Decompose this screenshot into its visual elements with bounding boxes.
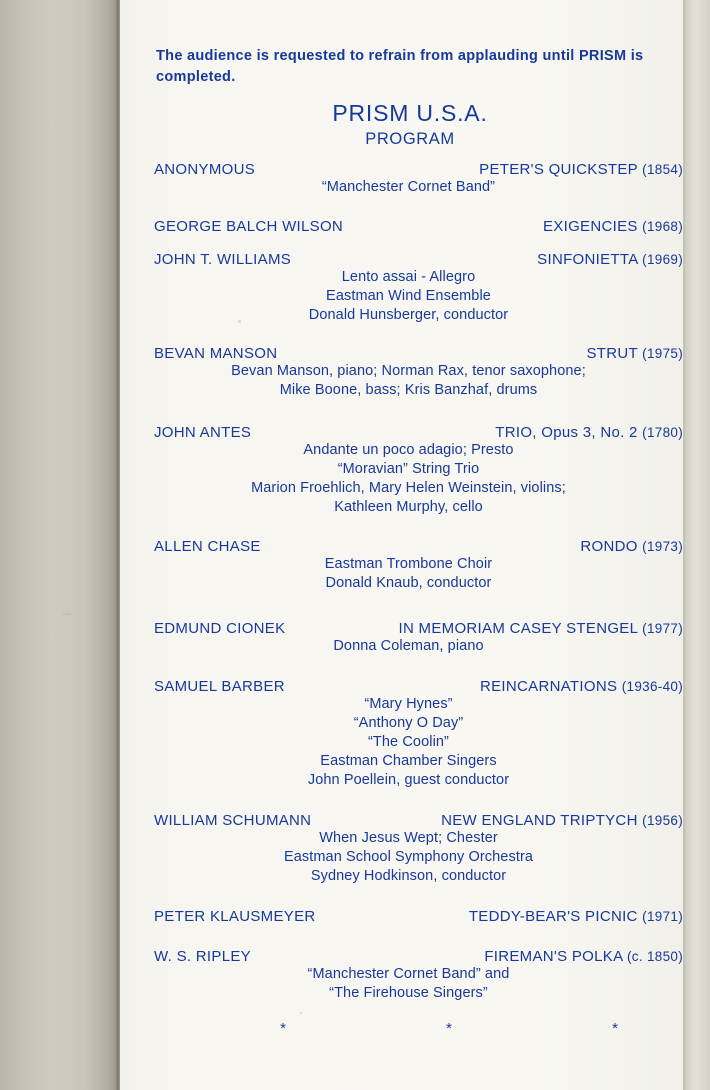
entry-composer: BEVAN MANSON bbox=[154, 345, 278, 362]
entry-detail: Eastman Chamber Singers bbox=[320, 753, 497, 769]
entry-composer: W. S. RIPLEY bbox=[154, 948, 251, 965]
entry-composer: JOHN T. WILLIAMS bbox=[154, 251, 292, 268]
entry-composer: PETER KLAUSMEYER bbox=[154, 908, 316, 925]
program-entry bbox=[140, 218, 683, 235]
entry-work: FIREMAN'S POLKA bbox=[484, 948, 623, 965]
entry-year: (1971) bbox=[642, 909, 683, 924]
program-entry bbox=[140, 678, 683, 790]
entry-composer: WILLIAM SCHUMANN bbox=[154, 812, 312, 829]
program-entry bbox=[140, 161, 683, 197]
entry-composer: JOHN ANTES bbox=[154, 424, 252, 441]
applause-notice: The audience is requested to refrain from applauding until PRISM is completed. bbox=[156, 48, 644, 85]
entry-year: (1780) bbox=[642, 425, 683, 440]
program-entry bbox=[140, 538, 683, 593]
entry-work: RONDO bbox=[580, 538, 638, 555]
entry-detail: Kathleen Murphy, cello bbox=[334, 499, 483, 515]
paper-speck bbox=[62, 613, 71, 615]
entry-detail: “The Firehouse Singers” bbox=[329, 985, 488, 1001]
entry-detail: Eastman School Symphony Orchestra bbox=[283, 849, 534, 865]
book-gutter-left bbox=[0, 0, 118, 1090]
entry-year: (c. 1850) bbox=[627, 949, 683, 964]
program-entry bbox=[140, 251, 683, 325]
entry-year: (1969) bbox=[642, 252, 683, 267]
program-entry bbox=[140, 424, 683, 517]
entry-detail: Lento assai - Allegro bbox=[341, 269, 476, 285]
entry-detail: “Mary Hynes” bbox=[364, 696, 453, 712]
entry-year: (1968) bbox=[642, 219, 683, 234]
program-entry bbox=[140, 345, 683, 400]
entry-work: SINFONIETTA bbox=[537, 251, 638, 268]
page-title: PRISM U.S.A. bbox=[332, 100, 488, 126]
entry-work: NEW ENGLAND TRIPTYCH bbox=[441, 812, 638, 829]
program-entry bbox=[140, 908, 683, 925]
entry-detail: “Manchester Cornet Band” bbox=[321, 179, 496, 195]
entry-detail: Sydney Hodkinson, conductor bbox=[310, 868, 507, 884]
program-entry bbox=[140, 620, 683, 656]
entry-work: PETER'S QUICKSTEP bbox=[479, 161, 638, 178]
entry-detail: Donna Coleman, piano bbox=[333, 638, 484, 654]
entry-year: (1854) bbox=[642, 162, 683, 177]
entry-composer: EDMUND CIONEK bbox=[154, 620, 286, 637]
entry-work: REINCARNATIONS bbox=[480, 678, 618, 695]
entry-detail: “Moravian” String Trio bbox=[337, 461, 480, 477]
entry-detail: “Manchester Cornet Band” and bbox=[307, 966, 510, 982]
entry-detail: Eastman Wind Ensemble bbox=[326, 288, 491, 304]
entry-year: (1977) bbox=[642, 621, 683, 636]
program-entry bbox=[140, 812, 683, 886]
program-entry bbox=[140, 948, 683, 1003]
entry-detail: Donald Knaub, conductor bbox=[325, 575, 492, 591]
entry-year: (1973) bbox=[642, 539, 683, 554]
footer-asterisks: * * * bbox=[280, 1020, 696, 1037]
entry-work: IN MEMORIAM CASEY STENGEL bbox=[398, 620, 638, 637]
entry-detail: Donald Hunsberger, conductor bbox=[308, 307, 509, 323]
entry-composer: ALLEN CHASE bbox=[154, 538, 261, 555]
entry-composer: SAMUEL BARBER bbox=[154, 678, 285, 695]
entry-detail: Eastman Trombone Choir bbox=[324, 556, 493, 572]
page-subtitle: PROGRAM bbox=[365, 130, 455, 148]
entry-work: TRIO, Opus 3, No. 2 bbox=[495, 424, 638, 441]
entry-detail: Andante un poco adagio; Presto bbox=[303, 442, 514, 458]
entry-detail: “The Coolin” bbox=[368, 734, 449, 750]
entry-composer: GEORGE BALCH WILSON bbox=[154, 218, 344, 235]
entry-work: TEDDY-BEAR'S PICNIC bbox=[468, 908, 638, 925]
entry-composer: ANONYMOUS bbox=[154, 161, 256, 178]
entry-year: (1956) bbox=[642, 813, 683, 828]
entry-year: (1975) bbox=[642, 346, 683, 361]
entry-detail: Marion Froehlich, Mary Helen Weinstein, violins; bbox=[251, 480, 566, 496]
entry-year: (1936-40) bbox=[621, 679, 683, 694]
entry-detail: Mike Boone, bass; Kris Banzhaf, drums bbox=[279, 382, 538, 398]
program-content bbox=[140, 0, 696, 1090]
entry-detail: John Poellein, guest conductor bbox=[307, 772, 510, 788]
entry-detail: Bevan Manson, piano; Norman Rax, tenor saxophone; bbox=[231, 363, 586, 379]
entry-work: STRUT bbox=[586, 345, 638, 362]
entry-detail: “Anthony O Day” bbox=[353, 715, 464, 731]
entry-detail: When Jesus Wept; Chester bbox=[319, 830, 498, 846]
entry-work: EXIGENCIES bbox=[543, 218, 638, 235]
